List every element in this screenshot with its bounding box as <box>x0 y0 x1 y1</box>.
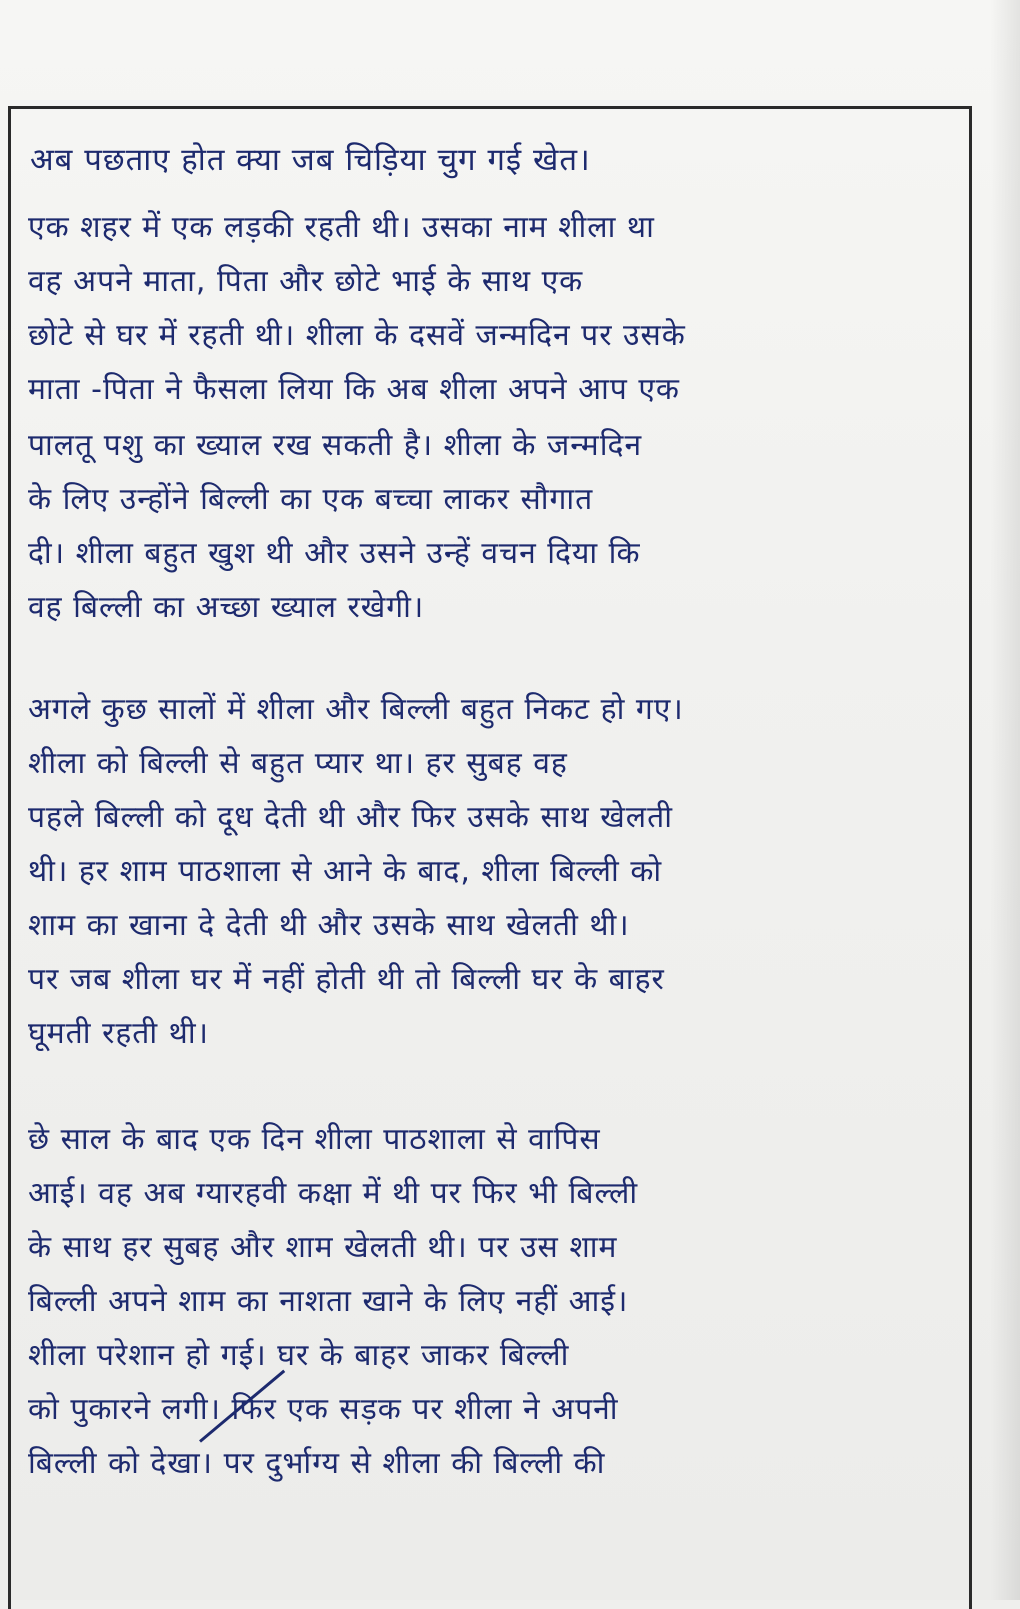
paragraph-2-line-7: घूमती रहती थी। <box>28 1016 209 1051</box>
paragraph-2-line-1: अगले कुछ सालों में शीला और बिल्ली बहुत निकट हो गए। <box>28 692 684 727</box>
page-shadow <box>990 0 1020 1600</box>
paragraph-2-line-5: शाम का खाना दे देती थी और उसके साथ खेलती थी। <box>28 908 630 943</box>
paragraph-1-line-6: के लिए उन्होंने बिल्ली का एक बच्चा लाकर सौगात <box>28 482 594 517</box>
paragraph-2-line-6: पर जब शीला घर में नहीं होती थी तो बिल्ली घर के बाहर <box>28 962 665 997</box>
paragraph-3-line-7: बिल्ली को देखा। पर दुर्भाग्य से शीला की बिल्ली की <box>28 1446 606 1481</box>
story-title: अब पछताए होत क्या जब चिड़िया चुग गई खेत। <box>30 142 591 178</box>
paragraph-3-line-6: को पुकारने लगी। फिर एक सड़क पर शीला ने अपनी <box>28 1392 619 1427</box>
paragraph-1-line-3: छोटे से घर में रहती थी। शीला के दसवें जन्मदिन पर उसके <box>28 318 686 353</box>
paragraph-2-line-3: पहले बिल्ली को दूध देती थी और फिर उसके साथ खेलती <box>28 800 674 835</box>
paragraph-3-line-5: शीला परेशान हो गई। घर के बाहर जाकर बिल्ली <box>28 1338 570 1373</box>
paragraph-1-line-8: वह बिल्ली का अच्छा ख्याल रखेगी। <box>28 590 425 625</box>
paragraph-1-line-7: दी। शीला बहुत खुश थी और उसने उन्हें वचन दिया कि <box>28 536 641 571</box>
paragraph-3-line-4: बिल्ली अपने शाम का नाशता खाने के लिए नहीं आई। <box>28 1284 629 1319</box>
paragraph-1-line-1: एक शहर में एक लड़की रहती थी। उसका नाम शीला था <box>28 210 655 245</box>
paragraph-3-line-1: छे साल के बाद एक दिन शीला पाठशाला से वापिस <box>28 1122 601 1157</box>
paragraph-3-line-2: आई। वह अब ग्यारहवी कक्षा में थी पर फिर भी बिल्ली <box>28 1176 639 1211</box>
paragraph-1-line-5: पालतू पशु का ख्याल रख सकती है। शीला के जन्मदिन <box>28 428 643 463</box>
paragraph-1-line-4: माता -पिता ने फैसला लिया कि अब शीला अपने आप एक <box>28 372 680 407</box>
paragraph-2-line-2: शीला को बिल्ली से बहुत प्यार था। हर सुबह वह <box>28 746 568 781</box>
paragraph-1-line-2: वह अपने माता, पिता और छोटे भाई के साथ एक <box>28 264 584 299</box>
paragraph-3-line-3: के साथ हर सुबह और शाम खेलती थी। पर उस शाम <box>28 1230 618 1265</box>
paragraph-2-line-4: थी। हर शाम पाठशाला से आने के बाद, शीला बिल्ली को <box>28 854 663 889</box>
